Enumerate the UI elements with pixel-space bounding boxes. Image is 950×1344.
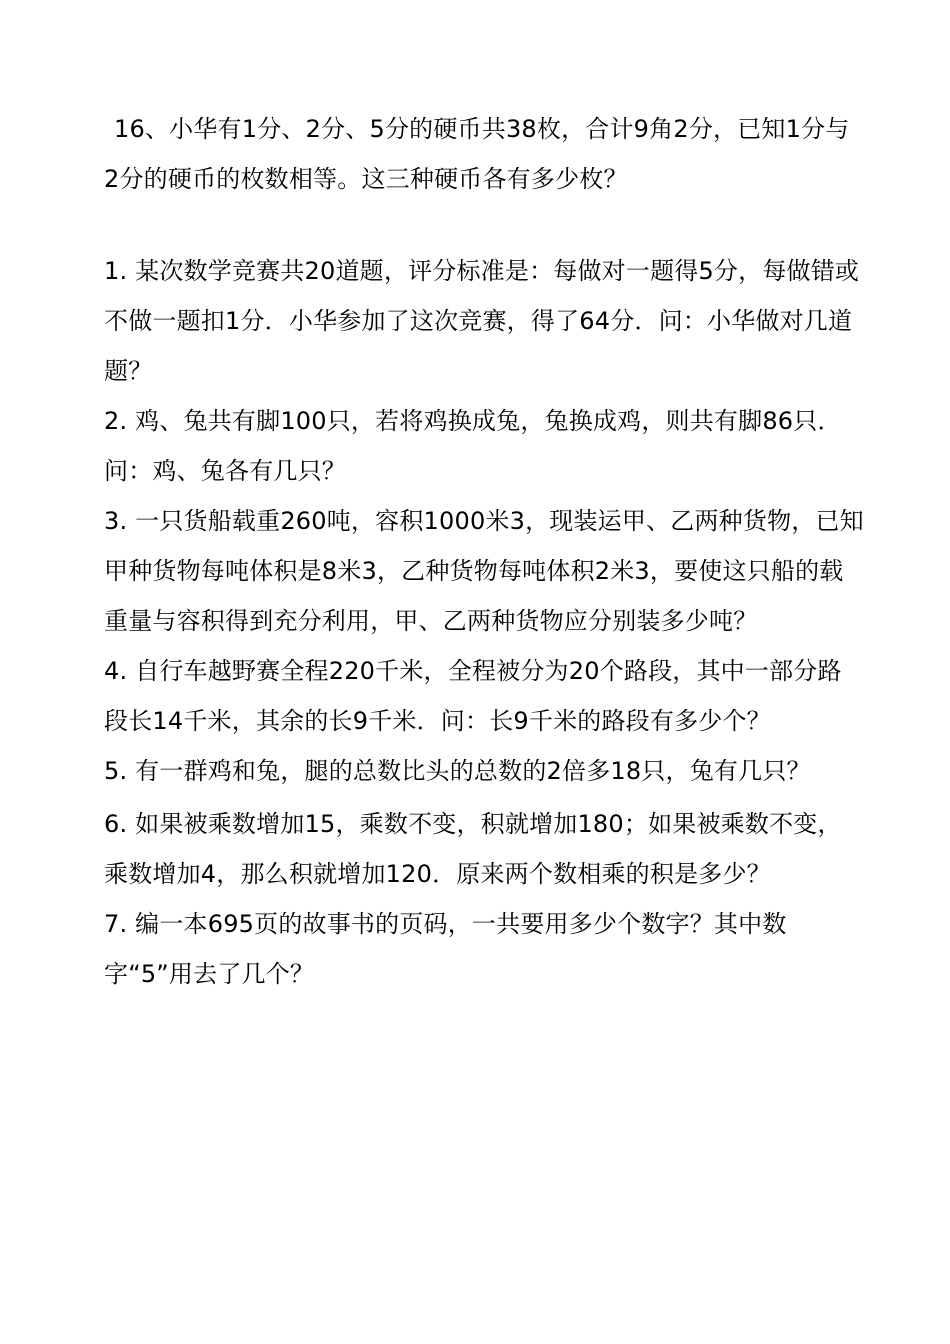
question-6: 6. 如果被乘数增加15，乘数不变，积就增加180；如果被乘数不变，乘数增加4，那么积就增加120．原来两个数相乘的积是多少？ [104, 810, 842, 888]
question-4: 4. 自行车越野赛全程220千米，全程被分为20个路段，其中一部分路段长14千米，其余的长9千米．问：长9千米的路段有多少个？ [104, 657, 842, 735]
question-2: 2. 鸡、兔共有脚100只，若将鸡换成兔，兔换成鸡，则共有脚86只．问：鸡、兔各有几只？ [104, 407, 842, 485]
intro-problem: 16、小华有1分、2分、5分的硬币共38枚，合计9角2分，已知1分与2分的硬币的枚数相等。这三种硬币各有多少枚？ [104, 115, 850, 193]
question-3: 3. 一只货船载重260吨，容积1000米3，现装运甲、乙两种货物，已知甲种货物每吨体积是8米3，乙种货物每吨体积2米3，要使这只船的载重量与容积得到充分利用，甲、乙两种货物应分别装多少吨？ [104, 507, 864, 635]
question-5: 5. 有一群鸡和兔，腿的总数比头的总数的2倍多18只，兔有几只？ [104, 757, 811, 785]
section-gap [104, 204, 864, 246]
question-1: 1. 某次数学竞赛共20道题，评分标准是：每做对一题得5分，每做错或不做一题扣1分．小华参加了这次竞赛，得了64分．问：小华做对几道题？ [104, 257, 860, 385]
question-7: 7. 编一本695页的故事书的页码，一共要用多少个数字？其中数字“5”用去了几个？ [104, 910, 787, 988]
document-body [104, 104, 864, 999]
